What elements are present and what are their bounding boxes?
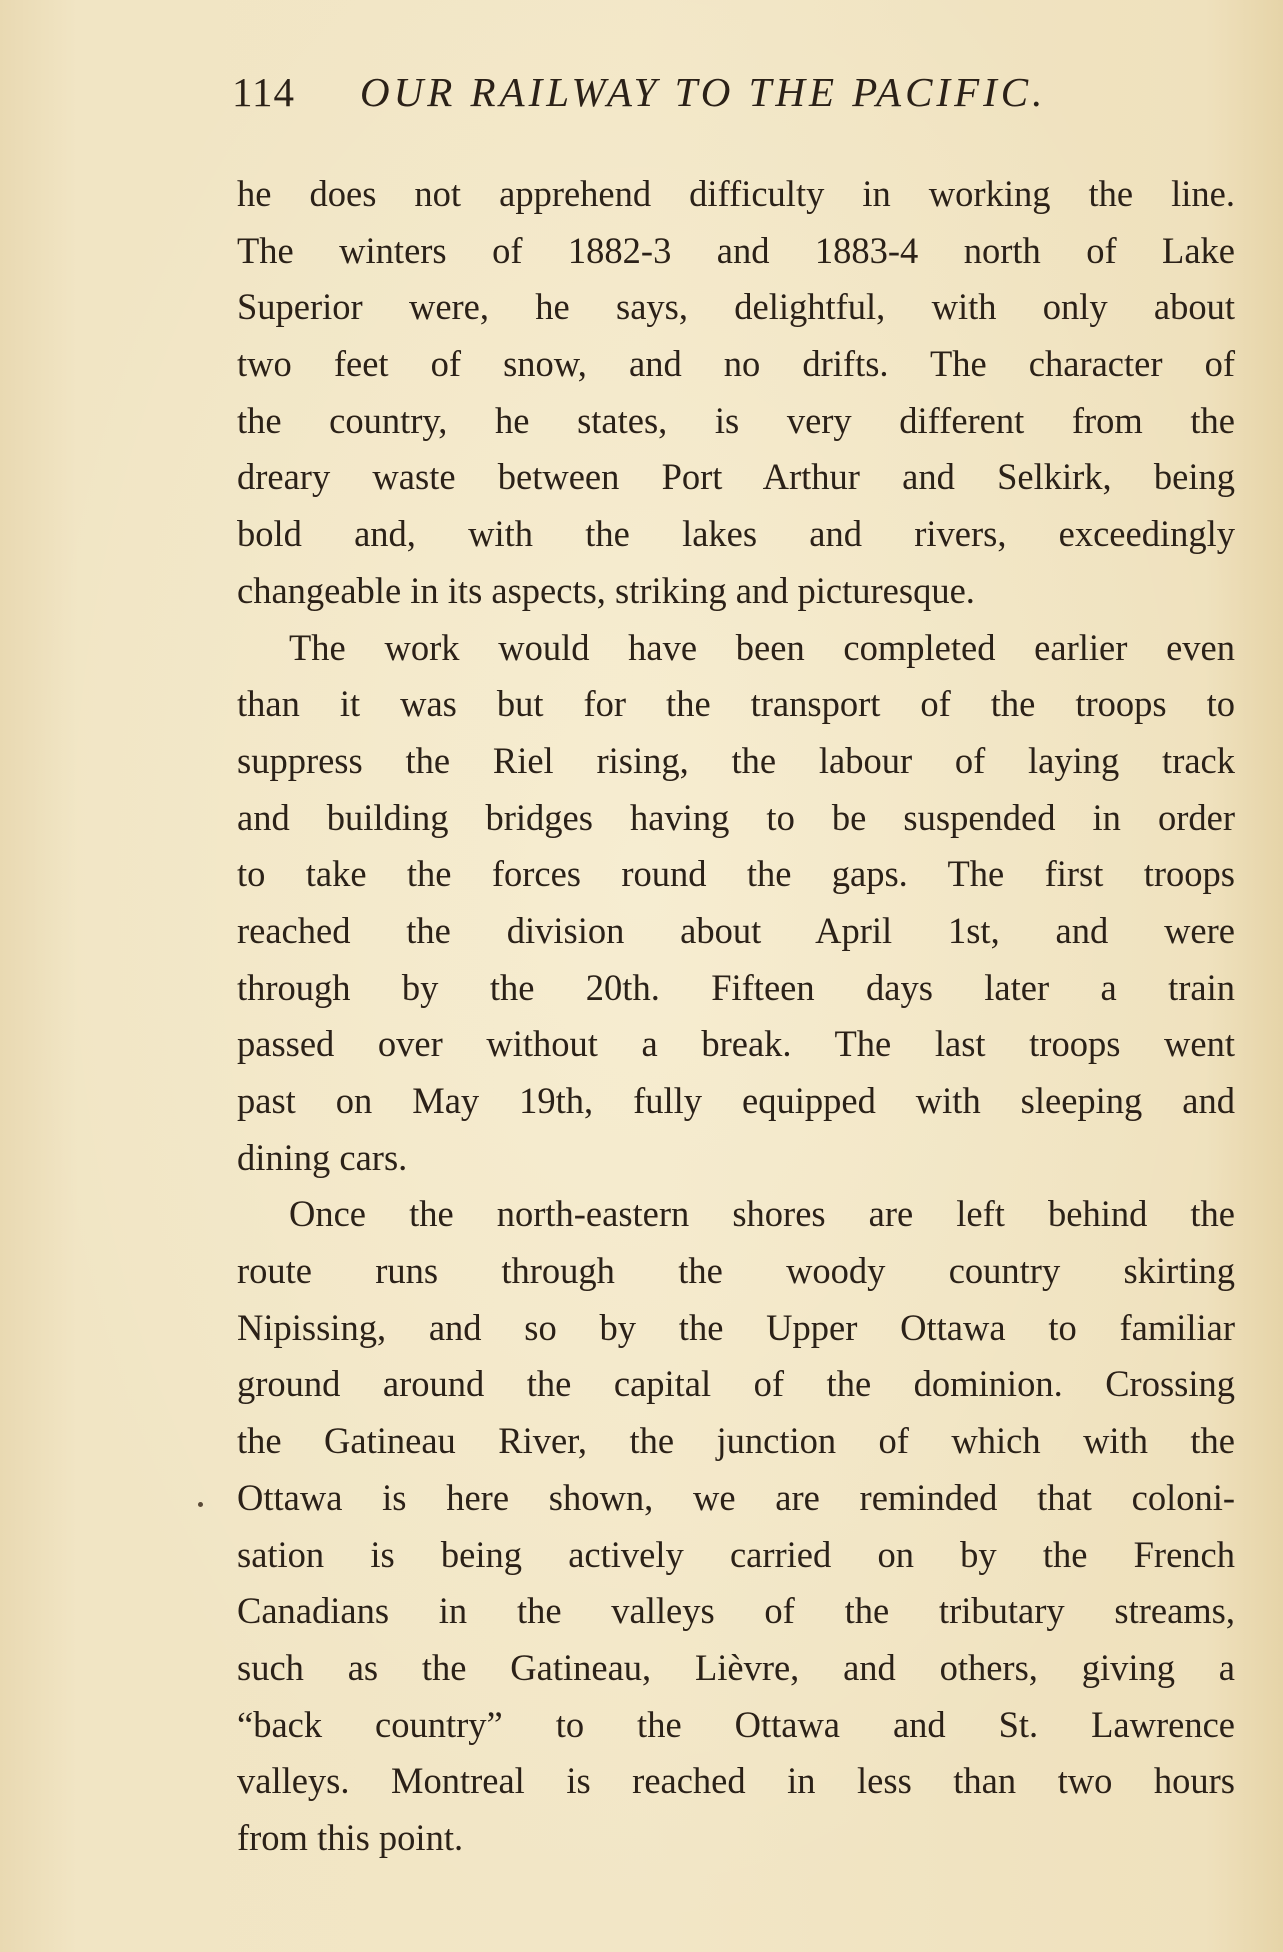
text-line: The winters of 1882-3 and 1883-4 north of Lake <box>237 229 1235 271</box>
page-number: 114 <box>232 69 295 115</box>
text-line: the country, he states, is very different from the <box>237 399 1235 441</box>
text-line: passed over without a break. The last troops went <box>237 1023 1235 1065</box>
text-line: to take the forces round the gaps. The first troops <box>237 853 1235 895</box>
text-line: through by the 20th. Fifteen days later a train <box>237 966 1235 1008</box>
text-line: suppress the Riel rising, the labour of laying track <box>237 739 1235 781</box>
text-line: route runs through the woody country skirting <box>237 1250 1235 1292</box>
page-header <box>232 62 1112 122</box>
text-line: Superior were, he says, delightful, with only about <box>237 286 1235 328</box>
text-line: and building bridges having to be suspended in order <box>237 796 1235 838</box>
text-line: Nipissing, and so by the Upper Ottawa to familiar <box>237 1306 1235 1348</box>
text-line: past on May 19th, fully equipped with sleeping and <box>237 1080 1235 1121</box>
text-line: two feet of snow, and no drifts. The character of <box>237 343 1235 385</box>
paragraph-start-line: The work would have been completed earlier even <box>289 626 1235 668</box>
text-line: he does not apprehend difficulty in working the line. <box>237 173 1235 214</box>
text-line: from this point. <box>237 1816 464 1858</box>
text-line: the Gatineau River, the junction of which with the <box>237 1420 1235 1462</box>
text-line: dining cars. <box>237 1136 408 1178</box>
text-line: Canadians in the valleys of the tributary streams, <box>237 1590 1235 1632</box>
text-line: sation is being actively carried on by the French <box>237 1533 1235 1575</box>
text-line: than it was but for the transport of the troops to <box>237 683 1235 725</box>
text-line: such as the Gatineau, Lièvre, and others, giving a <box>237 1646 1235 1688</box>
text-line: reached the division about April 1st, and were <box>237 909 1235 951</box>
text-line: “back country” to the Ottawa and St. Lawrence <box>237 1703 1235 1745</box>
text-line: changeable in its aspects, striking and picturesque. <box>237 569 975 611</box>
text-line: valleys. Montreal is reached in less than two hours <box>237 1760 1235 1802</box>
text-line: Ottawa is here shown, we are reminded that coloni- <box>237 1476 1235 1518</box>
running-title: OUR RAILWAY TO THE PACIFIC. <box>360 69 1047 115</box>
body-text <box>237 166 1235 1867</box>
text-line: ground around the capital of the dominion. Crossing <box>237 1363 1235 1405</box>
text-line: dreary waste between Port Arthur and Selkirk, being <box>237 456 1235 498</box>
margin-speck <box>198 1502 203 1507</box>
text-line: bold and, with the lakes and rivers, exceedingly <box>237 513 1235 555</box>
paragraph-start-line: Once the north-eastern shores are left behind the <box>289 1193 1235 1235</box>
